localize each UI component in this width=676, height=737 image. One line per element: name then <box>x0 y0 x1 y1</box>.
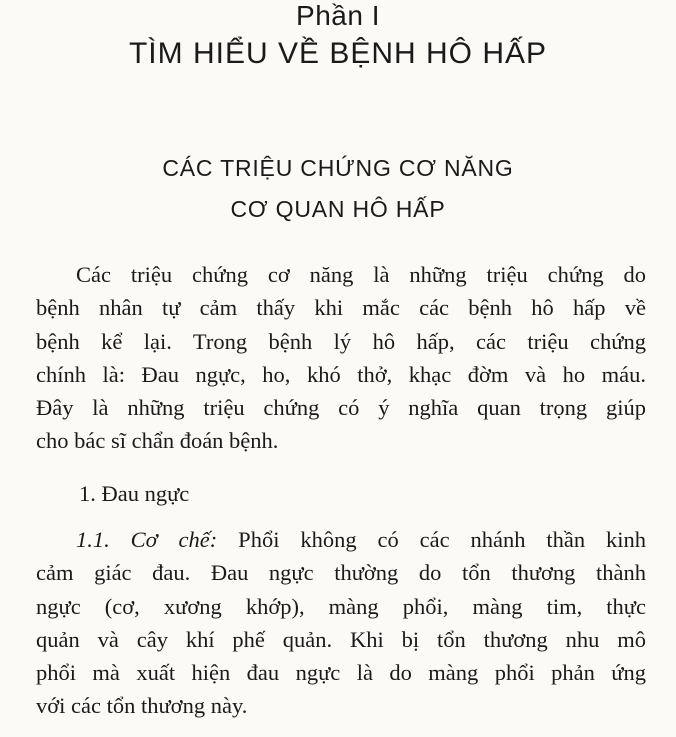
intro-paragraph <box>36 258 646 458</box>
first-line-rest: Phổi không có các nhánh thần kinh <box>217 527 647 552</box>
paragraph-line: với các tổn thương này. <box>36 693 248 719</box>
mechanism-paragraph <box>36 523 646 723</box>
paragraph-first-line <box>36 523 646 556</box>
subsection-lead: 1.1. Cơ chế: <box>76 527 218 552</box>
paragraph-line: bệnh nhân tự cảm thấy khi mắc các bệnh hô hấp về <box>36 295 646 321</box>
paragraph-line: chính là: Đau ngực, ho, khó thở, khạc đờm và ho máu. <box>36 361 646 387</box>
section-heading: 1. Đau ngực <box>79 481 190 506</box>
paragraph-line: bệnh kể lại. Trong bệnh lý hô hấp, các triệu chứng <box>36 328 646 354</box>
paragraph-line: cho bác sĩ chẩn đoán bệnh. <box>36 428 279 454</box>
part-label: Phần I <box>296 0 380 31</box>
paragraph-line: phổi mà xuất hiện đau ngực là do màng phổi phản ứng <box>36 660 646 686</box>
chapter-title <box>0 148 676 230</box>
paragraph-line: ngực (cơ, xương khớp), màng phổi, màng tim, thực <box>36 593 646 619</box>
paragraph-line: cảm giác đau. Đau ngực thường do tổn thương thành <box>36 560 646 586</box>
paragraph-line: Đây là những triệu chứng có ý nghĩa quan trọng giúp <box>36 395 646 421</box>
paragraph-line: quản và cây khí phế quản. Khi bị tổn thương nhu mô <box>36 626 646 652</box>
paragraph-line: Các triệu chứng cơ năng là những triệu chứng do <box>76 262 646 287</box>
part-title: TÌM HIỂU VỀ BỆNH HÔ HẤP <box>128 37 548 70</box>
chapter-title-line-2: CƠ QUAN HÔ HẤP <box>230 196 446 222</box>
chapter-title-line-1: CÁC TRIỆU CHỨNG CƠ NĂNG <box>162 155 514 181</box>
